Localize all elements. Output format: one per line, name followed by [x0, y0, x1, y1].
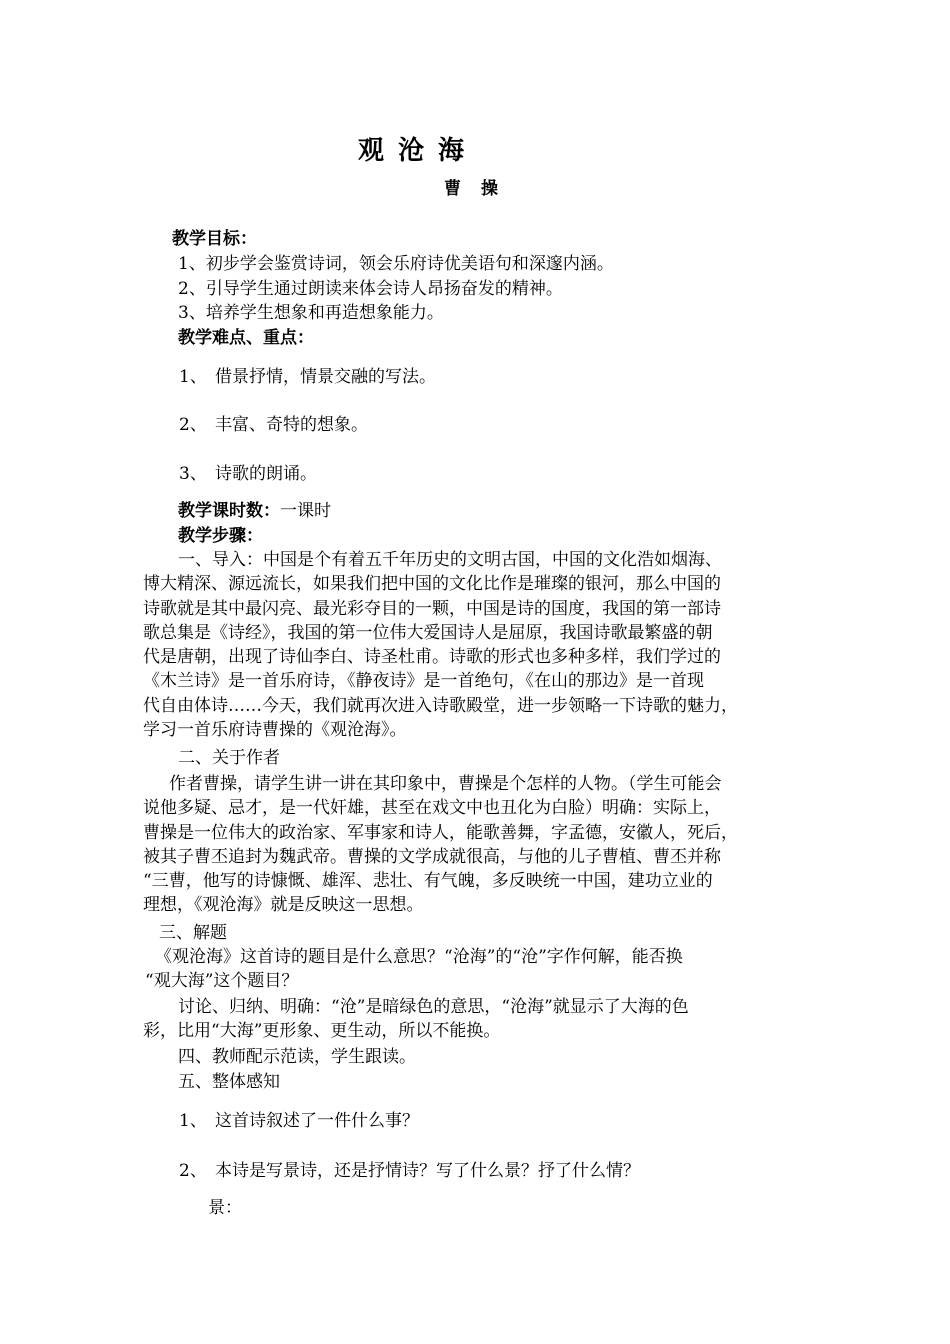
intro-paragraph: [143, 548, 738, 742]
paragraph-line: 一、导入：中国是个有着五千年历史的文明古国，中国的文化浩如烟海、: [178, 550, 722, 570]
paragraph-line: “三曹，他写的诗慷慨、雄浑、悲壮、有气魄，多反映统一中国，建功立业的: [143, 871, 713, 892]
paragraph-line: 理想，《观沧海》就是反映这一思想。: [143, 895, 424, 916]
page-title: 观沧海: [358, 136, 479, 166]
paragraph-line: 讨论、归纳、明确：“沧”是暗绿色的意思，“沧海”就显示了大海的色: [178, 997, 689, 1017]
paragraph-line: 《观沧海》这首诗的题目是什么意思？“沧海”的“沧”字作何解，能否换: [155, 947, 683, 967]
steps-heading: 教学步骤：: [178, 526, 263, 546]
scene-label: 景：: [208, 1198, 242, 1218]
key-point-number: 2、: [179, 415, 207, 435]
paragraph-line: “观大海”这个题目？: [145, 971, 299, 992]
about-author-heading: 二、关于作者: [178, 748, 280, 768]
paragraph-line: 代是唐朝，出现了诗仙李白、诗圣杜甫。诗歌的形式也多种多样，我们学过的: [143, 647, 721, 668]
paragraph-line: 博大精深、源远流长，如果我们把中国的文化比作是璀璨的银河，那么中国的: [143, 574, 721, 595]
paragraph-line: 诗歌就是其中最闪亮、最光彩夺目的一颗，中国是诗的国度，我国的第一部诗: [143, 598, 721, 619]
paragraph-line: 代自由体诗……今天，我们就再次进入诗歌殿堂，进一步领略一下诗歌的魅力，: [143, 695, 738, 716]
step-four: 四、教师配示范读，学生跟读。: [178, 1047, 416, 1067]
key-point-text: 丰富、奇特的想象。: [215, 415, 368, 435]
key-point-number: 1、: [179, 367, 207, 387]
paragraph-line: 歌总集是《诗经》，我国的第一位伟大爱国诗人是屈原，我国诗歌最繁盛的朝: [143, 622, 713, 643]
question-number: 2、: [179, 1161, 207, 1181]
lesson-hours-label: 教学课时数：: [178, 501, 280, 521]
paragraph-line: 学习一首乐府诗曹操的《观沧海》。: [143, 720, 407, 741]
question-number: 1、: [179, 1111, 207, 1131]
paragraph-line: 《木兰诗》是一首乐府诗，《静夜诗》是一首绝句，《在山的那边》是一首现: [143, 671, 704, 692]
goal-item: 2、引导学生通过朗读来体会诗人昂扬奋发的精神。: [178, 279, 563, 299]
lesson-hours-value: 一课时: [280, 501, 331, 521]
author-name: 曹操: [444, 179, 518, 199]
paragraph-line: 作者曹操，请学生讲一讲在其印象中，曹操是个怎样的人物。（学生可能会: [169, 774, 722, 794]
key-points-heading: 教学难点、重点：: [178, 328, 314, 348]
lesson-hours: [178, 499, 331, 523]
goals-heading: 教学目标：: [172, 229, 257, 249]
author-paragraph: [143, 772, 738, 918]
key-point-number: 3、: [179, 464, 207, 484]
paragraph-line: 说他多疑、忌才，是一代奸雄，甚至在戏文中也丑化为白脸）明确：实际上，: [143, 798, 721, 819]
goal-item: 1、初步学会鉴赏诗词，领会乐府诗优美语句和深邃内涵。: [178, 254, 614, 274]
key-point-text: 诗歌的朗诵。: [215, 464, 317, 484]
step-five: 五、整体感知: [178, 1072, 280, 1092]
paragraph-line: 曹操是一位伟大的政治家、军事家和诗人，能歌善舞，字孟德，安徽人，死后，: [143, 822, 738, 843]
title-answer: [143, 995, 689, 1044]
paragraph-line: 被其子曹丕追封为魏武帝。曹操的文学成就很高，与他的儿子曹植、曹丕并称: [143, 846, 721, 867]
key-point-text: 借景抒情，情景交融的写法。: [215, 367, 436, 387]
goal-item: 3、培养学生想象和再造想象能力。: [178, 303, 444, 323]
paragraph-line: 彩，比用“大海”更形象、更生动，所以不能换。: [143, 1021, 501, 1042]
question-text: 这首诗叙述了一件什么事？: [215, 1111, 419, 1131]
title-explanation-heading: 三、解题: [159, 923, 227, 943]
title-question: [145, 945, 683, 994]
question-text: 本诗是写景诗，还是抒情诗？写了什么景？抒了什么情？: [215, 1161, 640, 1181]
